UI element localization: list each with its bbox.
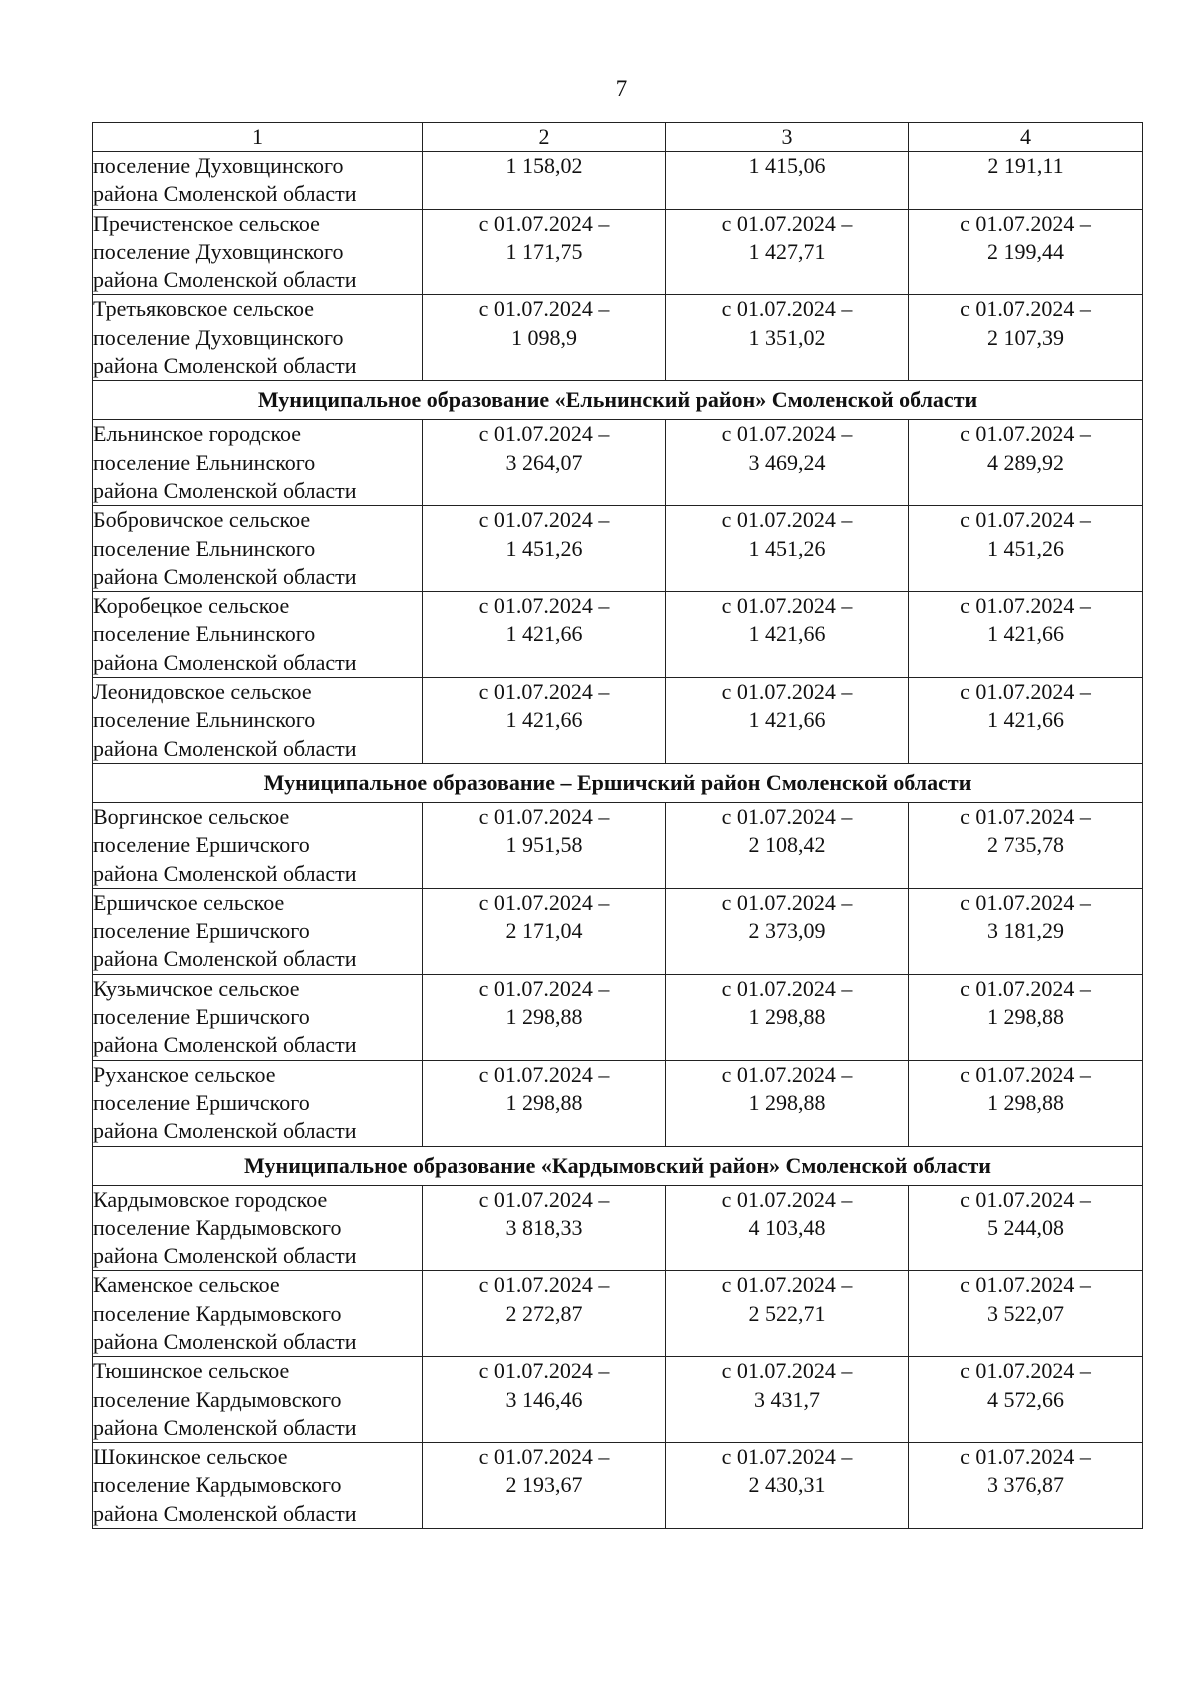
- tariff-value: 1 451,26: [987, 535, 1064, 561]
- settlement-name-line: района Смоленской области: [93, 1118, 357, 1144]
- value-cell: [666, 506, 909, 592]
- value-cell: [423, 1443, 666, 1529]
- value-cell: [666, 209, 909, 295]
- table-row: [93, 295, 1143, 381]
- value-cell: [909, 802, 1143, 888]
- settlement-name-cell: [93, 592, 423, 678]
- value-cell: [423, 1185, 666, 1271]
- value-cell: [423, 295, 666, 381]
- settlement-name-cell: [93, 295, 423, 381]
- tariff-value: 1 298,88: [987, 1004, 1064, 1030]
- value-cell: [666, 1185, 909, 1271]
- settlement-name-cell: [93, 974, 423, 1060]
- settlement-name-line: района Смоленской области: [93, 1032, 357, 1058]
- settlement-name-line: поселение Ельнинского: [93, 707, 316, 733]
- settlement-name-cell: [93, 152, 423, 210]
- effective-date: с 01.07.2024 –: [478, 296, 610, 322]
- table-row: [93, 1271, 1143, 1357]
- settlement-name-cell: [93, 1185, 423, 1271]
- effective-date: с 01.07.2024 –: [478, 593, 610, 619]
- tariff-value: 1 421,66: [505, 621, 583, 647]
- settlement-name-line: Третьяковское сельское: [93, 296, 315, 322]
- value-cell: [423, 1271, 666, 1357]
- table-row: [93, 152, 1143, 210]
- settlement-name-cell: [93, 888, 423, 974]
- effective-date: с 01.07.2024 –: [721, 1358, 853, 1384]
- tariff-value: 3 181,29: [987, 918, 1064, 944]
- effective-date: с 01.07.2024 –: [721, 1444, 853, 1470]
- value-cell: [423, 592, 666, 678]
- settlement-name-line: поселение Ершичского: [93, 1089, 310, 1115]
- tariff-value: 2 107,39: [987, 324, 1064, 350]
- effective-date: с 01.07.2024 –: [960, 507, 1091, 533]
- effective-date: с 01.07.2024 –: [960, 679, 1091, 705]
- effective-date: с 01.07.2024 –: [721, 1272, 853, 1298]
- settlement-name-cell: [93, 1271, 423, 1357]
- table-row: [93, 1185, 1143, 1271]
- effective-date: с 01.07.2024 –: [478, 507, 610, 533]
- settlement-name-line: Ельнинское городское: [93, 421, 302, 447]
- settlement-name-line: Шокинское сельское: [93, 1444, 288, 1470]
- effective-date: с 01.07.2024 –: [478, 1272, 610, 1298]
- settlement-name-line: района Смоленской области: [93, 181, 357, 207]
- effective-date: с 01.07.2024 –: [478, 210, 610, 236]
- tariff-value: 1 098,9: [511, 324, 577, 350]
- settlement-name-line: поселение Ельнинского: [93, 449, 316, 475]
- value-cell: [666, 1060, 909, 1146]
- tariff-value: 2 171,04: [505, 918, 583, 944]
- settlement-name-line: поселение Ершичского: [93, 1004, 310, 1030]
- effective-date: с 01.07.2024 –: [960, 296, 1091, 322]
- tariff-value: 1 421,66: [987, 707, 1064, 733]
- effective-date: с 01.07.2024 –: [478, 889, 610, 915]
- settlement-name-line: района Смоленской области: [93, 649, 357, 675]
- table-row: [93, 420, 1143, 506]
- settlement-name-line: поселение Ершичского: [93, 832, 310, 858]
- effective-date: с 01.07.2024 –: [721, 507, 853, 533]
- tariff-table: [92, 122, 1143, 1529]
- table-body: [93, 152, 1143, 1529]
- column-header: 4: [909, 123, 1143, 152]
- tariff-value: 2 522,71: [748, 1300, 826, 1326]
- table-row: [93, 888, 1143, 974]
- tariff-value: 4 103,48: [748, 1214, 826, 1240]
- tariff-value: 1 298,88: [505, 1004, 583, 1030]
- value-cell: [423, 802, 666, 888]
- tariff-value: 2 735,78: [987, 832, 1064, 858]
- tariff-value: 1 421,66: [987, 621, 1064, 647]
- tariff-value: 2 193,67: [505, 1472, 583, 1498]
- effective-date: с 01.07.2024 –: [960, 889, 1091, 915]
- settlement-name-line: Коробецкое сельское: [93, 593, 290, 619]
- settlement-name-line: поселение Ельнинского: [93, 621, 316, 647]
- settlement-name-line: района Смоленской области: [93, 1328, 357, 1354]
- settlement-name-line: района Смоленской области: [93, 477, 357, 503]
- settlement-name-line: поселение Духовщинского: [93, 324, 344, 350]
- effective-date: с 01.07.2024 –: [960, 1061, 1091, 1087]
- settlement-name-cell: [93, 209, 423, 295]
- settlement-name-line: Воргинское сельское: [93, 803, 290, 829]
- tariff-value: 1 158,02: [505, 153, 583, 178]
- value-cell: [423, 152, 666, 210]
- tariff-value: 2 191,11: [987, 153, 1064, 178]
- group-title: Муниципальное образование – Ершичский район Смоленской области: [93, 763, 1143, 802]
- tariff-value: 3 376,87: [987, 1472, 1064, 1498]
- table-row: [93, 1060, 1143, 1146]
- tariff-value: 2 430,31: [748, 1472, 826, 1498]
- value-cell: [909, 506, 1143, 592]
- effective-date: с 01.07.2024 –: [478, 679, 610, 705]
- tariff-value: 1 427,71: [748, 238, 826, 264]
- settlement-name-line: Кузьмичское сельское: [93, 975, 300, 1001]
- value-cell: [423, 678, 666, 764]
- value-cell: [666, 678, 909, 764]
- value-cell: [909, 1357, 1143, 1443]
- tariff-value: 3 818,33: [505, 1214, 583, 1240]
- tariff-value: 4 572,66: [987, 1386, 1064, 1412]
- settlement-name-line: района Смоленской области: [93, 267, 357, 293]
- value-cell: [423, 1060, 666, 1146]
- effective-date: с 01.07.2024 –: [960, 803, 1091, 829]
- settlement-name-line: Ершичское сельское: [93, 889, 285, 915]
- effective-date: с 01.07.2024 –: [721, 1061, 853, 1087]
- tariff-value: 3 264,07: [505, 449, 583, 475]
- table-row: [93, 209, 1143, 295]
- table-row: [93, 974, 1143, 1060]
- settlement-name-line: района Смоленской области: [93, 1243, 357, 1269]
- settlement-name-line: района Смоленской области: [93, 735, 357, 761]
- group-title: Муниципальное образование «Кардымовский район» Смоленской области: [93, 1146, 1143, 1185]
- group-header-row: [93, 763, 1143, 802]
- settlement-name-line: Кардымовское городское: [93, 1186, 328, 1212]
- tariff-value: 2 199,44: [987, 238, 1064, 264]
- value-cell: [909, 209, 1143, 295]
- settlement-name-line: поселение Кардымовского: [93, 1472, 342, 1498]
- tariff-value: 1 171,75: [505, 238, 583, 264]
- value-cell: [909, 974, 1143, 1060]
- value-cell: [909, 678, 1143, 764]
- tariff-value: 1 415,06: [748, 153, 826, 178]
- effective-date: с 01.07.2024 –: [960, 975, 1091, 1001]
- settlement-name-line: Леонидовское сельское: [93, 679, 312, 705]
- settlement-name-line: района Смоленской области: [93, 1500, 357, 1526]
- value-cell: [666, 888, 909, 974]
- group-title: Муниципальное образование «Ельнинский район» Смоленской области: [93, 381, 1143, 420]
- settlement-name-line: поселение Духовщинского: [93, 153, 344, 178]
- tariff-value: 1 298,88: [987, 1089, 1064, 1115]
- page-number: 7: [615, 76, 628, 101]
- tariff-value: 1 451,26: [505, 535, 583, 561]
- settlement-name-cell: [93, 420, 423, 506]
- effective-date: с 01.07.2024 –: [721, 679, 853, 705]
- tariff-value: 3 522,07: [987, 1300, 1064, 1326]
- value-cell: [666, 420, 909, 506]
- settlement-name-line: района Смоленской области: [93, 860, 357, 886]
- tariff-value: 2 108,42: [748, 832, 826, 858]
- group-header-row: [93, 1146, 1143, 1185]
- effective-date: с 01.07.2024 –: [721, 975, 853, 1001]
- value-cell: [909, 420, 1143, 506]
- settlement-name-line: Пречистенское сельское: [93, 210, 320, 236]
- table-row: [93, 802, 1143, 888]
- effective-date: с 01.07.2024 –: [721, 210, 853, 236]
- settlement-name-line: Руханское сельское: [93, 1061, 276, 1087]
- column-header: 2: [423, 123, 666, 152]
- effective-date: с 01.07.2024 –: [960, 421, 1091, 447]
- settlement-name-cell: [93, 1060, 423, 1146]
- table-header-row: [93, 123, 1143, 152]
- table-row: [93, 506, 1143, 592]
- effective-date: с 01.07.2024 –: [960, 1272, 1091, 1298]
- effective-date: с 01.07.2024 –: [721, 593, 853, 619]
- tariff-value: 3 469,24: [748, 449, 826, 475]
- effective-date: с 01.07.2024 –: [721, 421, 853, 447]
- settlement-name-line: Тюшинское сельское: [93, 1358, 290, 1384]
- value-cell: [423, 1357, 666, 1443]
- settlement-name-line: Бобровичское сельское: [93, 507, 311, 533]
- table-row: [93, 678, 1143, 764]
- effective-date: с 01.07.2024 –: [960, 1186, 1091, 1212]
- value-cell: [666, 295, 909, 381]
- value-cell: [909, 152, 1143, 210]
- effective-date: с 01.07.2024 –: [478, 1186, 610, 1212]
- settlement-name-line: Каменское сельское: [93, 1272, 280, 1298]
- column-header: 3: [666, 123, 909, 152]
- settlement-name-cell: [93, 1357, 423, 1443]
- value-cell: [423, 506, 666, 592]
- effective-date: с 01.07.2024 –: [478, 1061, 610, 1087]
- effective-date: с 01.07.2024 –: [478, 975, 610, 1001]
- tariff-value: 1 951,58: [505, 832, 583, 858]
- value-cell: [909, 1060, 1143, 1146]
- settlement-name-line: поселение Ельнинского: [93, 535, 316, 561]
- value-cell: [666, 152, 909, 210]
- settlement-name-line: района Смоленской области: [93, 563, 357, 589]
- effective-date: с 01.07.2024 –: [960, 1444, 1091, 1470]
- value-cell: [666, 1271, 909, 1357]
- value-cell: [909, 592, 1143, 678]
- table-row: [93, 1443, 1143, 1529]
- effective-date: с 01.07.2024 –: [721, 803, 853, 829]
- tariff-value: 1 298,88: [748, 1004, 826, 1030]
- settlement-name-line: района Смоленской области: [93, 353, 357, 379]
- value-cell: [666, 1443, 909, 1529]
- tariff-value: 1 421,66: [748, 707, 826, 733]
- tariff-value: 2 272,87: [505, 1300, 583, 1326]
- value-cell: [423, 420, 666, 506]
- effective-date: с 01.07.2024 –: [721, 1186, 853, 1212]
- table-row: [93, 592, 1143, 678]
- value-cell: [666, 974, 909, 1060]
- effective-date: с 01.07.2024 –: [478, 803, 610, 829]
- settlement-name-cell: [93, 802, 423, 888]
- tariff-value: 3 431,7: [754, 1386, 820, 1412]
- tariff-value: 1 421,66: [748, 621, 826, 647]
- value-cell: [423, 974, 666, 1060]
- settlement-name-line: поселение Кардымовского: [93, 1214, 342, 1240]
- effective-date: с 01.07.2024 –: [960, 210, 1091, 236]
- tariff-value: 4 289,92: [987, 449, 1064, 475]
- settlement-name-cell: [93, 1443, 423, 1529]
- table-row: [93, 1357, 1143, 1443]
- settlement-name-line: района Смоленской области: [93, 946, 357, 972]
- effective-date: с 01.07.2024 –: [960, 1358, 1091, 1384]
- value-cell: [666, 592, 909, 678]
- settlement-name-line: поселение Кардымовского: [93, 1386, 342, 1412]
- value-cell: [909, 1185, 1143, 1271]
- tariff-value: 1 351,02: [748, 324, 826, 350]
- effective-date: с 01.07.2024 –: [478, 1358, 610, 1384]
- effective-date: с 01.07.2024 –: [478, 1444, 610, 1470]
- effective-date: с 01.07.2024 –: [721, 889, 853, 915]
- settlement-name-line: района Смоленской области: [93, 1414, 357, 1440]
- settlement-name-cell: [93, 678, 423, 764]
- value-cell: [666, 1357, 909, 1443]
- effective-date: с 01.07.2024 –: [960, 593, 1091, 619]
- value-cell: [666, 802, 909, 888]
- tariff-value: 1 421,66: [505, 707, 583, 733]
- value-cell: [909, 888, 1143, 974]
- effective-date: с 01.07.2024 –: [478, 421, 610, 447]
- effective-date: с 01.07.2024 –: [721, 296, 853, 322]
- tariff-value: 2 373,09: [748, 918, 826, 944]
- tariff-value: 3 146,46: [505, 1386, 583, 1412]
- settlement-name-cell: [93, 506, 423, 592]
- tariff-value: 5 244,08: [987, 1214, 1064, 1240]
- column-header: 1: [93, 123, 423, 152]
- value-cell: [909, 295, 1143, 381]
- value-cell: [423, 209, 666, 295]
- tariff-value: 1 298,88: [748, 1089, 826, 1115]
- settlement-name-line: поселение Кардымовского: [93, 1300, 342, 1326]
- settlement-name-line: поселение Ершичского: [93, 918, 310, 944]
- tariff-value: 1 451,26: [748, 535, 826, 561]
- value-cell: [909, 1271, 1143, 1357]
- tariff-value: 1 298,88: [505, 1089, 583, 1115]
- value-cell: [423, 888, 666, 974]
- value-cell: [909, 1443, 1143, 1529]
- group-header-row: [93, 381, 1143, 420]
- settlement-name-line: поселение Духовщинского: [93, 238, 344, 264]
